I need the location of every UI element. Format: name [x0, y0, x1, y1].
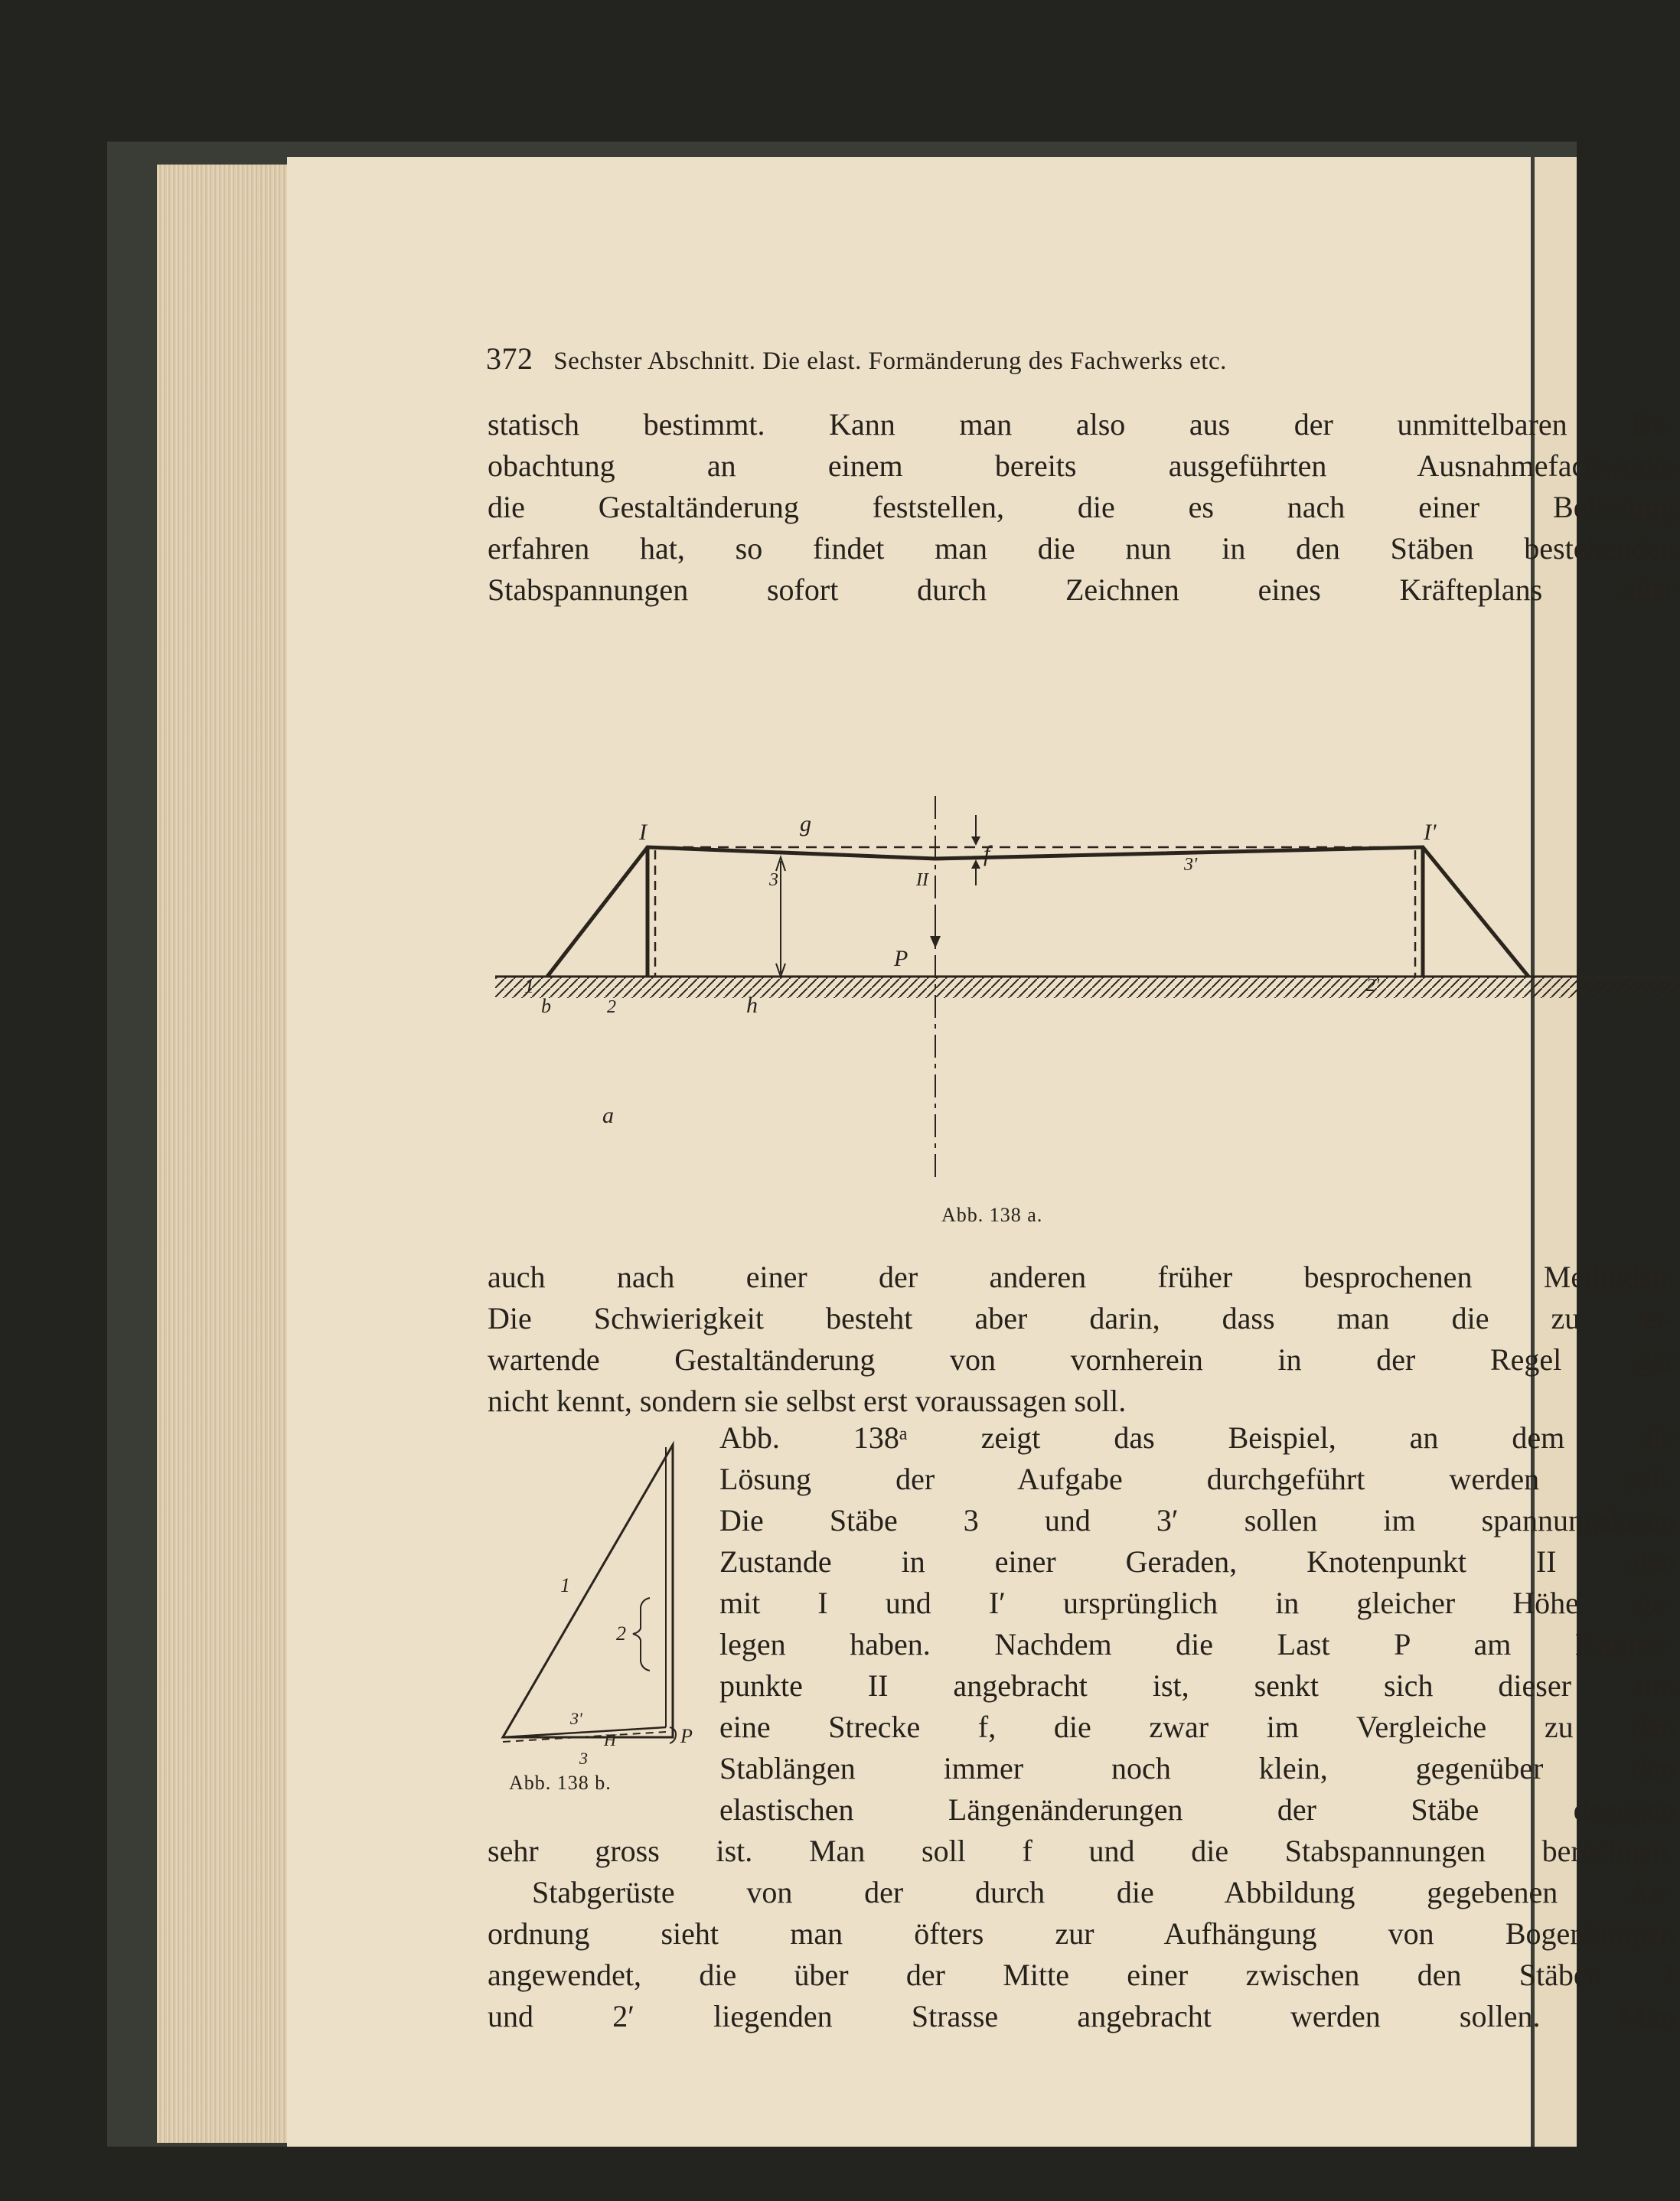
arrow-down-icon — [930, 936, 941, 948]
label-a: a — [602, 1103, 614, 1128]
figure-138b — [488, 1435, 717, 1795]
book-page — [287, 157, 1675, 2147]
label-b: b — [541, 995, 551, 1017]
figure-138b-caption: Abb. 138 b. — [509, 1772, 612, 1794]
text-line: Die Schwierigkeit besteht aber darin, dass man die zu er- — [488, 1301, 1675, 1335]
label-3: 3 — [579, 1749, 588, 1768]
text-line: die Gestaltänderung feststellen, die es nach einer Belastung — [488, 490, 1675, 524]
label-P: P — [680, 1725, 693, 1747]
bar-3-prime — [503, 1727, 666, 1737]
text-line: Abb. 138ᵃ zeigt das Beispiel, an dem die — [719, 1420, 1675, 1455]
label-3-prime: 3' — [1184, 855, 1198, 875]
text-line: Zustande in einer Geraden, Knotenpunkt II also — [719, 1544, 1675, 1579]
text-line: ordnung sieht man öfters zur Aufhängung von Bogenlampen — [488, 1916, 1675, 1951]
text-line: Stabspannungen sofort durch Zeichnen eines Kräfteplans oder — [488, 572, 1675, 607]
label-2: 2 — [607, 997, 616, 1017]
label-1: 1 — [560, 1574, 570, 1596]
text-line: punkte II angebracht ist, senkt sich dieser um — [719, 1668, 1675, 1703]
label-2: 2 — [616, 1622, 626, 1645]
label-1: 1 — [524, 975, 534, 997]
label-3-prime: 3' — [570, 1709, 582, 1728]
running-header — [486, 341, 1676, 377]
text-line: Die Stäbe 3 und 3′ sollen im spannungslosen — [719, 1503, 1675, 1537]
arrow-up-icon — [971, 859, 980, 869]
label-g: g — [800, 811, 811, 836]
text-line: erfahren hat, so findet man die nun in den Stäben bestehenden — [488, 531, 1675, 566]
figure-138a — [486, 639, 1680, 1236]
label-h: h — [746, 993, 758, 1018]
label-I: I — [639, 820, 647, 845]
force-triangle — [503, 1445, 673, 1737]
text-line: sehr gross ist. Man soll f und die Stabspannungen berechnen. — [488, 1834, 1675, 1868]
arrow-down-icon — [971, 836, 980, 846]
page-edges — [157, 165, 295, 2143]
text-line: Stabgerüste von der durch die Abbildung gegebenen An- — [532, 1875, 1675, 1909]
text-line: nicht kennt, sondern sie selbst erst voraussagen soll. — [488, 1384, 1127, 1418]
running-title: Sechster Abschnitt. Die elast. Formänderung des Fachwerks etc. — [553, 347, 1227, 375]
label-I-prime: I' — [1424, 820, 1437, 845]
text-line: statisch bestimmt. Kann man also aus der unmittelbaren Be- — [488, 407, 1675, 442]
text-line: mit I und I′ ursprünglich in gleicher Höhe ge- — [719, 1586, 1675, 1620]
figure-138a-caption: Abb. 138 a. — [941, 1204, 1043, 1226]
label-P: P — [894, 946, 909, 971]
truss-outline — [547, 847, 1528, 977]
page-number: 372 — [486, 341, 533, 376]
label-2-prime: 2' — [1366, 976, 1380, 996]
text-line: Lösung der Aufgabe durchgeführt werden soll. — [719, 1462, 1675, 1496]
text-line: eine Strecke f, die zwar im Vergleiche zu den — [719, 1710, 1675, 1744]
brace-2 — [633, 1598, 650, 1671]
text-line: wartende Gestaltänderung von vornherein in der Regel gar — [488, 1342, 1675, 1377]
text-line: elastischen Längenänderungen der Stäbe dagegen — [719, 1792, 1675, 1827]
label-H: H — [604, 1730, 616, 1749]
text-line: angewendet, die über der Mitte einer zwischen den Stäben 2 — [488, 1958, 1675, 1992]
text-line: legen haben. Nachdem die Last P am Knoten- — [719, 1627, 1675, 1661]
text-line: Stablängen immer noch klein, gegenüber den — [719, 1751, 1675, 1785]
text-line: auch nach einer der anderen früher besprochenen Methoden. — [488, 1260, 1675, 1294]
text-line: und 2′ liegenden Strasse angebracht werden sollen. Man — [488, 1999, 1675, 2033]
label-f: f — [984, 841, 990, 866]
label-II: II — [916, 870, 928, 890]
label-3: 3 — [769, 870, 778, 890]
ground-hatching — [495, 977, 1680, 998]
text-line: obachtung an einem bereits ausgeführten Ausnahmefachwerke — [488, 448, 1675, 483]
